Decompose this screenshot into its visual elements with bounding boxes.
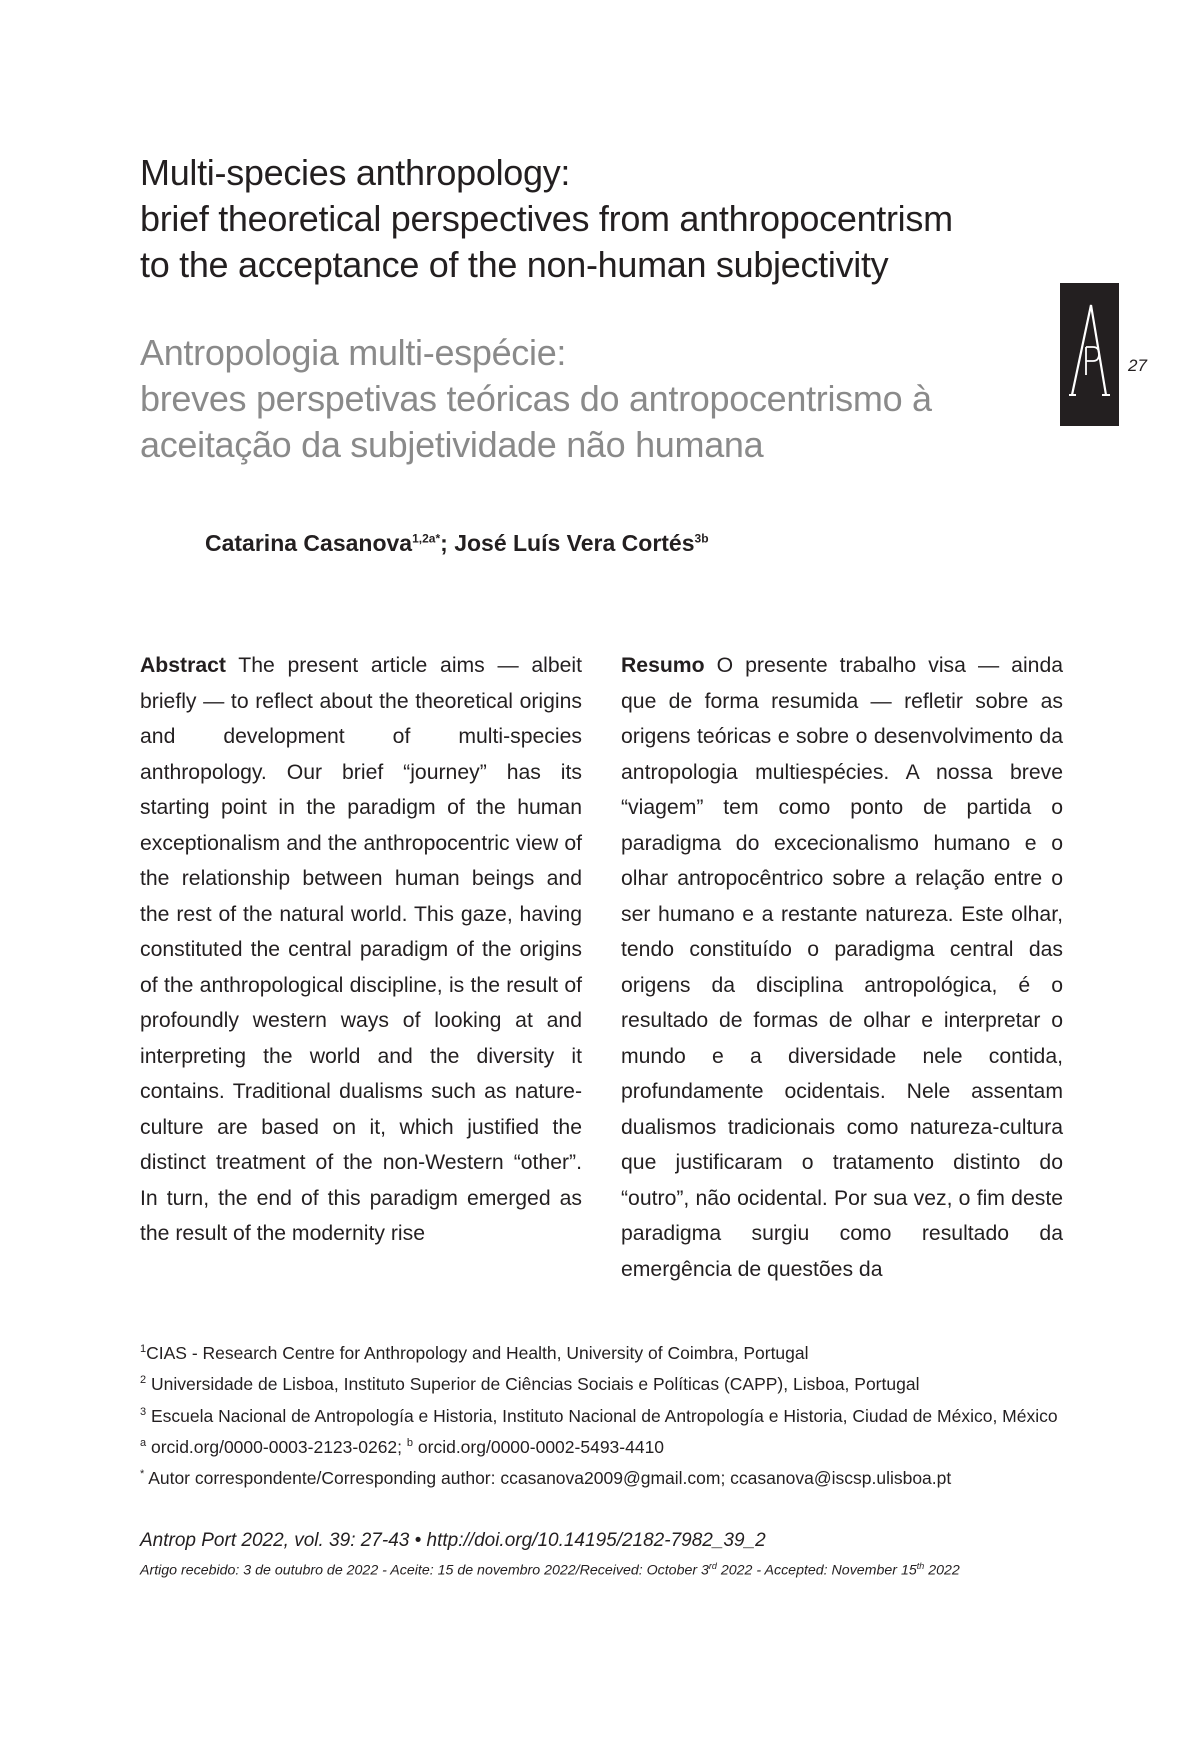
title-pt-line-1: Antropologia multi-espécie: [140, 332, 567, 373]
footnote-text: CIAS - Research Centre for Anthropology and Health, University of Coimbra, Portugal [146, 1342, 809, 1363]
title-en-line-2: brief theoretical perspectives from anthropocentrism [140, 198, 953, 239]
abstract-label: Abstract [140, 654, 226, 677]
abstract-paragraph [140, 648, 582, 1252]
abstract-column [140, 648, 582, 1252]
abstract-text: The present article aims — albeit briefly — to reflect about the theoretical origins and development of multi-species anthropology. Our brief “journey” has its starting point in the paradigm of the human exceptionalism and the anthropocentric view of the relationship between human beings and the rest of the natural world. This gaze, having constituted the central paradigm of the origins of the anthropological discipline, is the result of profoundly western ways of looking at and interpreting the world and the diversity it contains. Traditional dualisms such as nature-culture are based on it, which justified the distinct treatment of the non-Western “other”. In turn, the end of this paradigm emerged as the result of the modernity rise [140, 654, 582, 1245]
footnote-mark: a [140, 1436, 147, 1449]
footnote-text: Autor correspondente/Corresponding author: ccasanova2009@gmail.com; ccasanova@iscsp.ulisboa.pt [148, 1468, 952, 1489]
title-pt-line-3: aceitação da subjetividade não humana [140, 424, 764, 465]
footnote-corresponding-author [140, 1461, 1064, 1492]
footnote-text: Universidade de Lisboa, Instituto Superior de Ciências Sociais e Políticas (CAPP), Lisboa, Portugal [151, 1374, 920, 1395]
resumo-label: Resumo [621, 654, 705, 677]
dates-part-1: Artigo recebido: 3 de outubro de 2022 - Aceite: 15 de novembro 2022/Received: October 3 [140, 1562, 709, 1579]
footnote-mark: 1 [140, 1343, 147, 1355]
article-title-portuguese [140, 330, 1020, 468]
author-2-affiliation-marks: 3b [694, 531, 709, 546]
footnote-mark: 3 [140, 1405, 147, 1418]
author-1-affiliation-marks: 1,2a* [412, 531, 441, 546]
dates-part-3: 2022 [924, 1562, 960, 1579]
title-pt-line-2: breves perspetivas teóricas do antropocentrismo à [140, 378, 932, 419]
page-number: 27 [1128, 356, 1147, 375]
footnote-affiliation-2 [140, 1367, 1064, 1398]
footnote-text: Escuela Nacional de Antropología e Historia, Instituto Nacional de Antropología e Historia, Ciudad de México, México [151, 1405, 1058, 1426]
article-title-english [140, 150, 1020, 288]
dates-ordinal-2: th [916, 1561, 925, 1571]
resumo-column [621, 648, 1063, 1287]
journal-logo-icon [1060, 283, 1119, 426]
resumo-text: O presente trabalho visa — ainda que de forma resumida — refletir sobre as origens teóricas e sobre o desenvolvimento da antropologia multiespécies. A nossa breve “viagem” tem como ponto de partida o paradigma do excecionalismo humano e o olhar antropocêntrico sobre a relação entre o ser humano e a restante natureza. Este olhar, tendo constituído o paradigma central das origens da disciplina antropológica, é o resultado de formas de olhar e interpretar o mundo e a diversidade nele contida, profundamente ocidentais. Nele assentam dualismos tradicionais como natureza-cultura que justificaram o tratamento distinto do “outro”, não ocidental. Por sua vez, o fim deste paradigma surgiu como resultado da emergência de questões da [621, 654, 1064, 1281]
footnote-mark: b [406, 1436, 414, 1449]
received-accepted-dates [140, 1561, 960, 1579]
authors-line [205, 530, 709, 557]
footnote-affiliation-3 [140, 1399, 1064, 1430]
dates-part-2: 2022 - Accepted: November 15 [716, 1562, 917, 1579]
title-en-line-1: Multi-species anthropology: [140, 152, 571, 193]
journal-logo [1060, 283, 1119, 426]
footnote-orcid [140, 1430, 1064, 1461]
footnote-text: orcid.org/0000-0003-2123-0262; [151, 1436, 407, 1457]
footnote-mark: * [140, 1468, 145, 1481]
author-2-name: José Luís Vera Cortés [454, 530, 695, 556]
footnote-text: orcid.org/0000-0002-5493-4410 [417, 1436, 665, 1457]
resumo-paragraph [621, 648, 1063, 1287]
title-en-line-3: to the acceptance of the non-human subjectivity [140, 244, 889, 285]
footnote-affiliation-1 [140, 1336, 1064, 1367]
author-separator: ; [440, 530, 455, 556]
footnote-mark: 2 [140, 1374, 147, 1387]
dates-ordinal-1: rd [708, 1561, 717, 1571]
footnotes [140, 1336, 1064, 1493]
author-1-name: Catarina Casanova [205, 530, 413, 556]
journal-citation: Antrop Port 2022, vol. 39: 27-43 • http://doi.org/10.14195/2182-7982_39_2 [140, 1530, 766, 1551]
